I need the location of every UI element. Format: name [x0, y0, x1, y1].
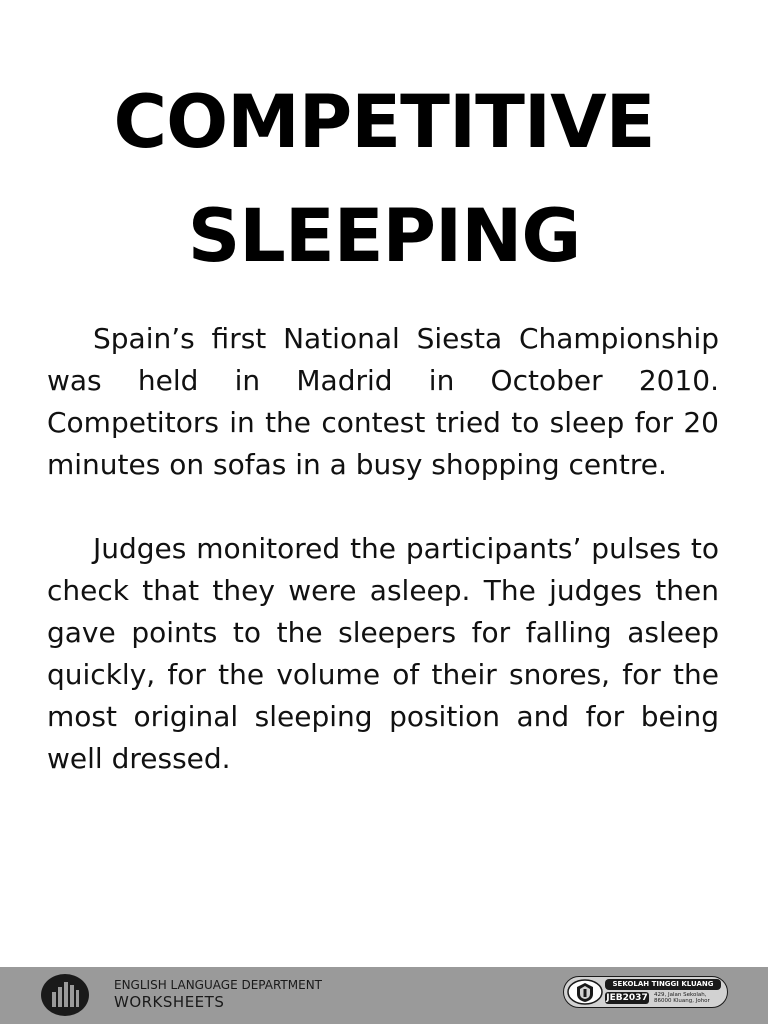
- article-body: [47, 318, 719, 780]
- department-label: ENGLISH LANGUAGE DEPARTMENT: [114, 978, 322, 992]
- paragraph-2: Judges monitored the participants’ pulses to check that they were asleep. The judges then gave points to the sleepers for falling asleep quickly, for the volume of their snores, for the most original sleeping position and for being well dressed.: [47, 532, 719, 775]
- school-address-line-2: 86000 Kluang, Johor: [654, 998, 710, 1004]
- paragraph-1: Spain’s first National Siesta Championship was held in Madrid in October 2010. Competitors in the contest tried to sleep for 20 minutes on sofas in a busy shopping centre.: [47, 322, 719, 481]
- page-title: [0, 66, 768, 294]
- worksheets-label: WORKSHEETS: [114, 993, 225, 1011]
- department-logo-icon: [40, 973, 90, 1017]
- school-address-line-1: 429, Jalan Sekolah,: [654, 992, 707, 998]
- school-code: JEB2037: [606, 993, 648, 1003]
- school-name: SEKOLAH TINGGI KLUANG: [605, 979, 721, 990]
- title-line-1: COMPETITIVE: [113, 80, 655, 165]
- footer-band: [0, 967, 768, 1024]
- school-crest-icon: [567, 979, 603, 1005]
- title-line-2: SLEEPING: [187, 194, 581, 279]
- school-badge: [563, 976, 728, 1008]
